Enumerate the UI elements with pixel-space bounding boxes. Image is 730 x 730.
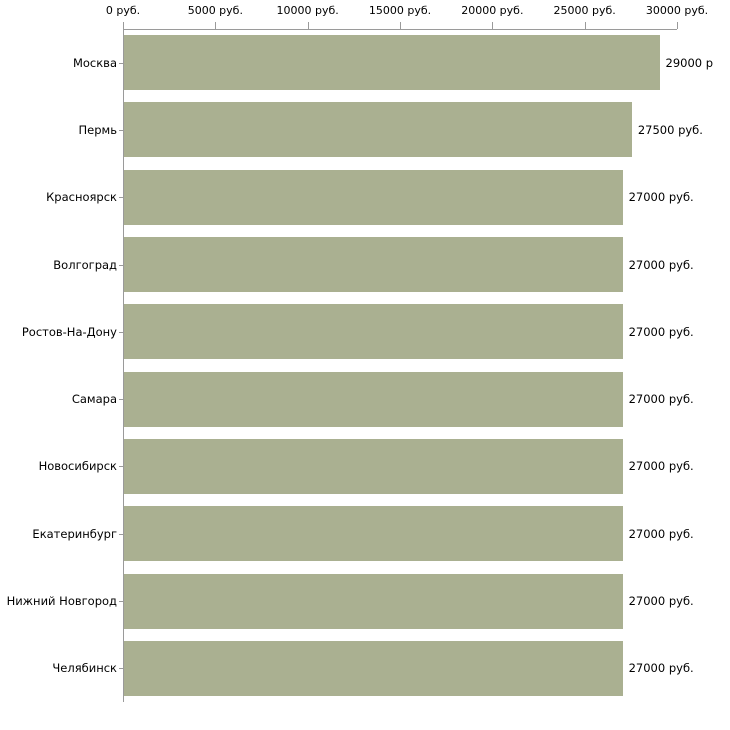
x-axis-tick-label: 5000 руб. [187, 4, 243, 17]
y-axis-tick [119, 601, 123, 602]
x-axis-tick-label: 10000 руб. [276, 4, 339, 17]
bar-row [124, 372, 694, 427]
y-axis-tick [119, 466, 123, 467]
y-axis-category-label: Волгоград [53, 257, 117, 272]
bar-row [124, 102, 703, 157]
y-axis-tick [119, 130, 123, 131]
bar-value-label: 27000 руб. [628, 594, 694, 609]
x-axis-tick-label: 25000 руб. [553, 4, 616, 17]
plot-area [123, 29, 714, 702]
bar-row [124, 304, 694, 359]
x-axis-tick-label: 20000 руб. [461, 4, 524, 17]
bar[interactable] [124, 304, 623, 359]
bar-value-label: 29000 р [665, 55, 714, 70]
y-axis-tick [119, 197, 123, 198]
bar-row [124, 574, 694, 629]
x-axis-tick [215, 22, 216, 29]
y-axis-category-label: Новосибирск [38, 459, 117, 474]
bar[interactable] [124, 506, 623, 561]
x-axis-tick-label: 15000 руб. [368, 4, 432, 17]
bar-row [124, 641, 694, 696]
bar[interactable] [124, 372, 623, 427]
y-axis-tick [119, 265, 123, 266]
y-axis-category-label: Москва [72, 55, 117, 70]
bar-row [124, 170, 694, 225]
bar-value-label: 27000 руб. [628, 661, 694, 676]
y-axis-tick [119, 534, 123, 535]
bar-row [124, 506, 694, 561]
bar-value-label: 27000 руб. [628, 526, 694, 541]
y-axis-category-label: Ростов-На-Дону [21, 324, 117, 339]
bar-value-label: 27000 руб. [628, 459, 694, 474]
x-axis-tick [677, 22, 678, 29]
bar[interactable] [124, 574, 623, 629]
bar-row [124, 35, 714, 90]
bar-row [124, 439, 694, 494]
x-axis-tick [585, 22, 586, 29]
bar[interactable] [124, 35, 660, 90]
bar-value-label: 27000 руб. [628, 324, 694, 339]
x-axis-tick [400, 22, 401, 29]
y-axis-category-label: Красноярск [46, 190, 117, 205]
bar[interactable] [124, 641, 623, 696]
bar[interactable] [124, 237, 623, 292]
y-axis-category-label: Екатеринбург [32, 526, 117, 541]
x-axis-tick [308, 22, 309, 29]
y-axis-tick [119, 332, 123, 333]
bar[interactable] [124, 439, 623, 494]
y-axis-tick [119, 668, 123, 669]
bar-value-label: 27000 руб. [628, 257, 694, 272]
y-axis-category-label: Нижний Новгород [6, 594, 117, 609]
y-axis-tick [119, 63, 123, 64]
bar-row [124, 237, 694, 292]
y-axis-category-label: Челябинск [52, 661, 117, 676]
bar[interactable] [124, 170, 623, 225]
y-axis-tick [119, 399, 123, 400]
bar[interactable] [124, 102, 632, 157]
x-axis-tick-label: 0 руб. [105, 4, 141, 17]
x-axis-tick-label: 30000 руб. [645, 4, 709, 17]
y-axis-category-label: Самара [71, 392, 117, 407]
bar-value-label: 27000 руб. [628, 392, 694, 407]
x-axis-tick [123, 22, 124, 29]
y-axis-category-label: Пермь [78, 122, 117, 137]
bar-value-label: 27500 руб. [637, 122, 703, 137]
bar-value-label: 27000 руб. [628, 190, 694, 205]
x-axis-tick [492, 22, 493, 29]
